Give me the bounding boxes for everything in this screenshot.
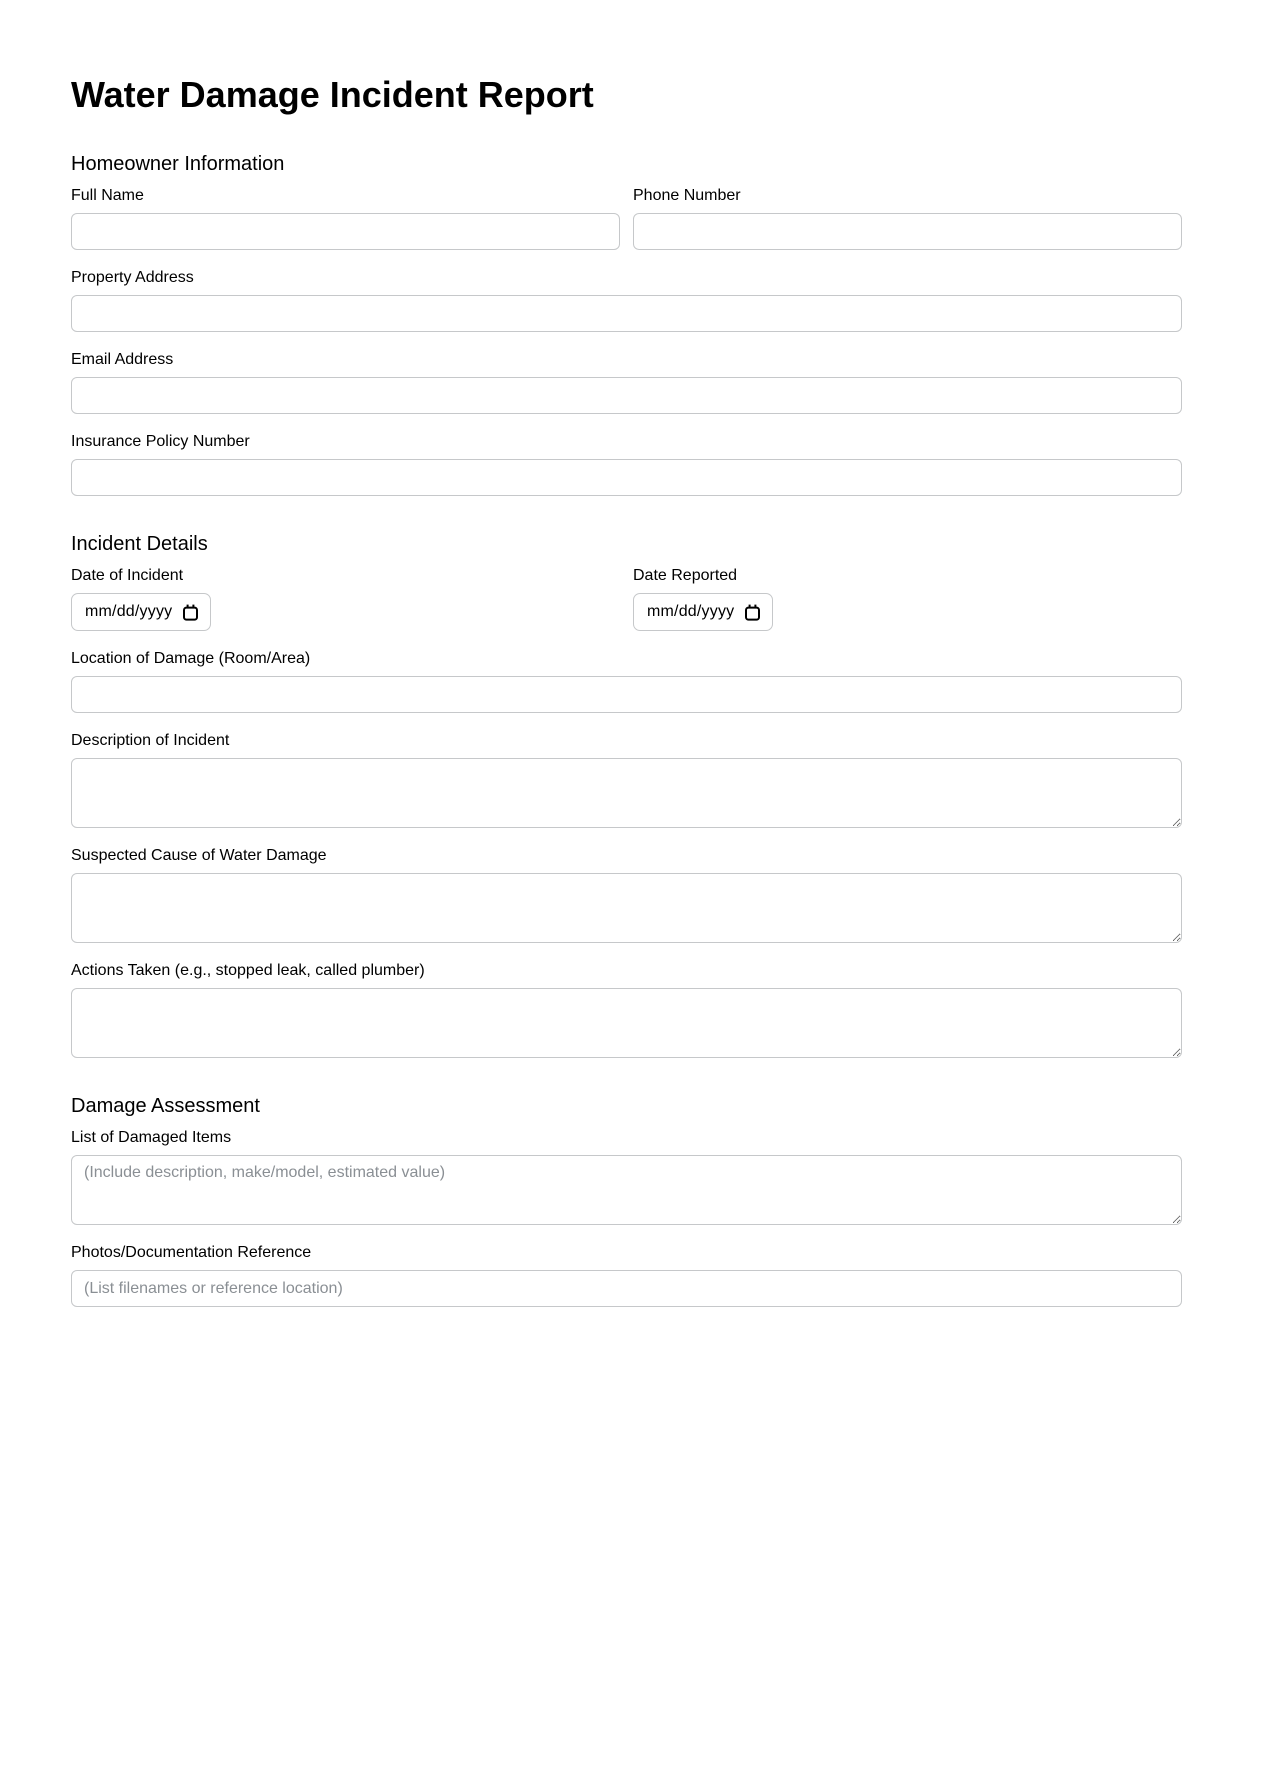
location-field [71,649,1182,713]
suspected-cause-field [71,846,1182,943]
suspected-cause-label: Suspected Cause of Water Damage [71,847,327,865]
email-input[interactable] [71,377,1182,414]
insurance-policy-input[interactable] [71,459,1182,496]
homeowner-heading: Homeowner Information [71,153,285,176]
damage-heading: Damage Assessment [71,1095,260,1118]
incident-heading: Incident Details [71,533,208,556]
photos-reference-label: Photos/Documentation Reference [71,1244,312,1262]
date-reported-value: mm/dd/yyyy [647,603,735,621]
calendar-icon[interactable] [744,604,761,621]
calendar-icon[interactable] [182,604,199,621]
insurance-policy-label: Insurance Policy Number [71,433,250,451]
damaged-items-field [71,1128,1182,1225]
insurance-policy-field [71,432,1182,496]
dates-row [71,566,1182,649]
date-of-incident-label: Date of Incident [71,567,184,585]
bottom-whitespace [71,1325,1182,1326]
full-name-field [71,186,620,250]
homeowner-section [71,152,1182,496]
incident-section [71,532,1182,1058]
name-phone-row [71,186,1182,268]
date-reported-field [633,566,1182,631]
property-address-input[interactable] [71,295,1182,332]
actions-taken-label: Actions Taken (e.g., stopped leak, called plumber) [71,962,425,980]
property-address-field [71,268,1182,332]
phone-label: Phone Number [633,187,741,205]
full-name-label: Full Name [71,187,144,205]
phone-input[interactable] [633,213,1182,250]
damage-section [71,1094,1182,1307]
actions-taken-textarea[interactable] [71,988,1182,1058]
damaged-items-textarea[interactable] [71,1155,1182,1225]
page-title: Water Damage Incident Report [71,74,594,115]
date-of-incident-input[interactable] [71,593,211,631]
date-of-incident-value: mm/dd/yyyy [85,603,173,621]
date-reported-label: Date Reported [633,567,738,585]
suspected-cause-textarea[interactable] [71,873,1182,943]
damaged-items-label: List of Damaged Items [71,1129,232,1147]
description-label: Description of Incident [71,732,230,750]
email-field [71,350,1182,414]
description-textarea[interactable] [71,758,1182,828]
email-label: Email Address [71,351,174,369]
phone-field [633,186,1182,250]
photos-reference-field [71,1243,1182,1307]
location-input[interactable] [71,676,1182,713]
date-of-incident-field [71,566,620,631]
location-label: Location of Damage (Room/Area) [71,650,311,668]
actions-taken-field [71,961,1182,1058]
description-field [71,731,1182,828]
full-name-input[interactable] [71,213,620,250]
property-address-label: Property Address [71,269,194,287]
date-reported-input[interactable] [633,593,773,631]
photos-reference-input[interactable] [71,1270,1182,1307]
